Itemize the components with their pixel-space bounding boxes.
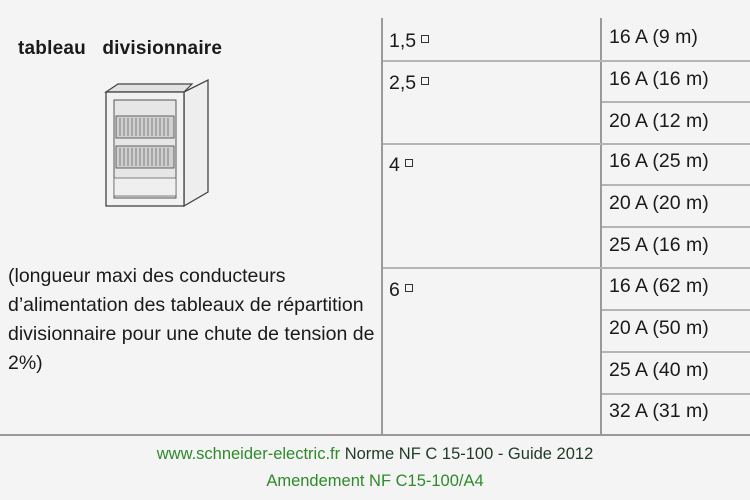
cross-section-value: 1,5 (389, 30, 417, 52)
section-divider (383, 267, 750, 269)
cross-section-value: 6 (389, 279, 400, 301)
breaker-rating: 16 A (9 m) (609, 26, 698, 48)
breaker-rating: 16 A (62 m) (609, 275, 709, 297)
website-link[interactable]: www.schneider-electric.fr (156, 445, 341, 463)
cross-section-label (389, 279, 413, 302)
cross-section-label (389, 72, 429, 95)
breaker-rating: 20 A (50 m) (609, 317, 709, 339)
footer-source (0, 445, 750, 464)
panel-title: tableau divisionnaire (18, 38, 223, 59)
panel-note: (longueur maxi des conducteurs d’alimentation des tableaux de répartition divisionnaire pour une chute de tension de 2%) (8, 265, 375, 374)
divider-left (381, 18, 383, 436)
breaker-rating: 20 A (20 m) (609, 192, 709, 214)
square-mm-icon (421, 35, 429, 43)
row-divider (602, 351, 750, 353)
breaker-rating: 25 A (16 m) (609, 234, 709, 256)
cross-section-label (389, 30, 429, 53)
square-mm-icon (405, 159, 413, 167)
norm-reference: Norme NF C 15-100 - Guide 2012 (344, 445, 594, 463)
row-divider (602, 393, 750, 395)
row-divider (602, 101, 750, 103)
section-divider (383, 143, 750, 145)
breaker-rating: 16 A (25 m) (609, 150, 709, 172)
breaker-rating: 25 A (40 m) (609, 359, 709, 381)
row-divider (602, 184, 750, 186)
amendment-reference: Amendement NF C15-100/A4 (266, 472, 484, 490)
breaker-rating: 20 A (12 m) (609, 110, 709, 132)
footer-amendment (0, 472, 750, 491)
row-divider (602, 226, 750, 228)
cross-section-value: 4 (389, 154, 400, 176)
cross-section-label (389, 154, 413, 177)
table-bottom-border (0, 434, 750, 436)
distribution-cabinet-icon (96, 78, 220, 216)
breaker-rating: 32 A (31 m) (609, 400, 709, 422)
square-mm-icon (405, 284, 413, 292)
section-divider (383, 60, 750, 62)
square-mm-icon (421, 77, 429, 85)
cross-section-value: 2,5 (389, 72, 417, 94)
breaker-rating: 16 A (16 m) (609, 68, 709, 90)
row-divider (602, 309, 750, 311)
